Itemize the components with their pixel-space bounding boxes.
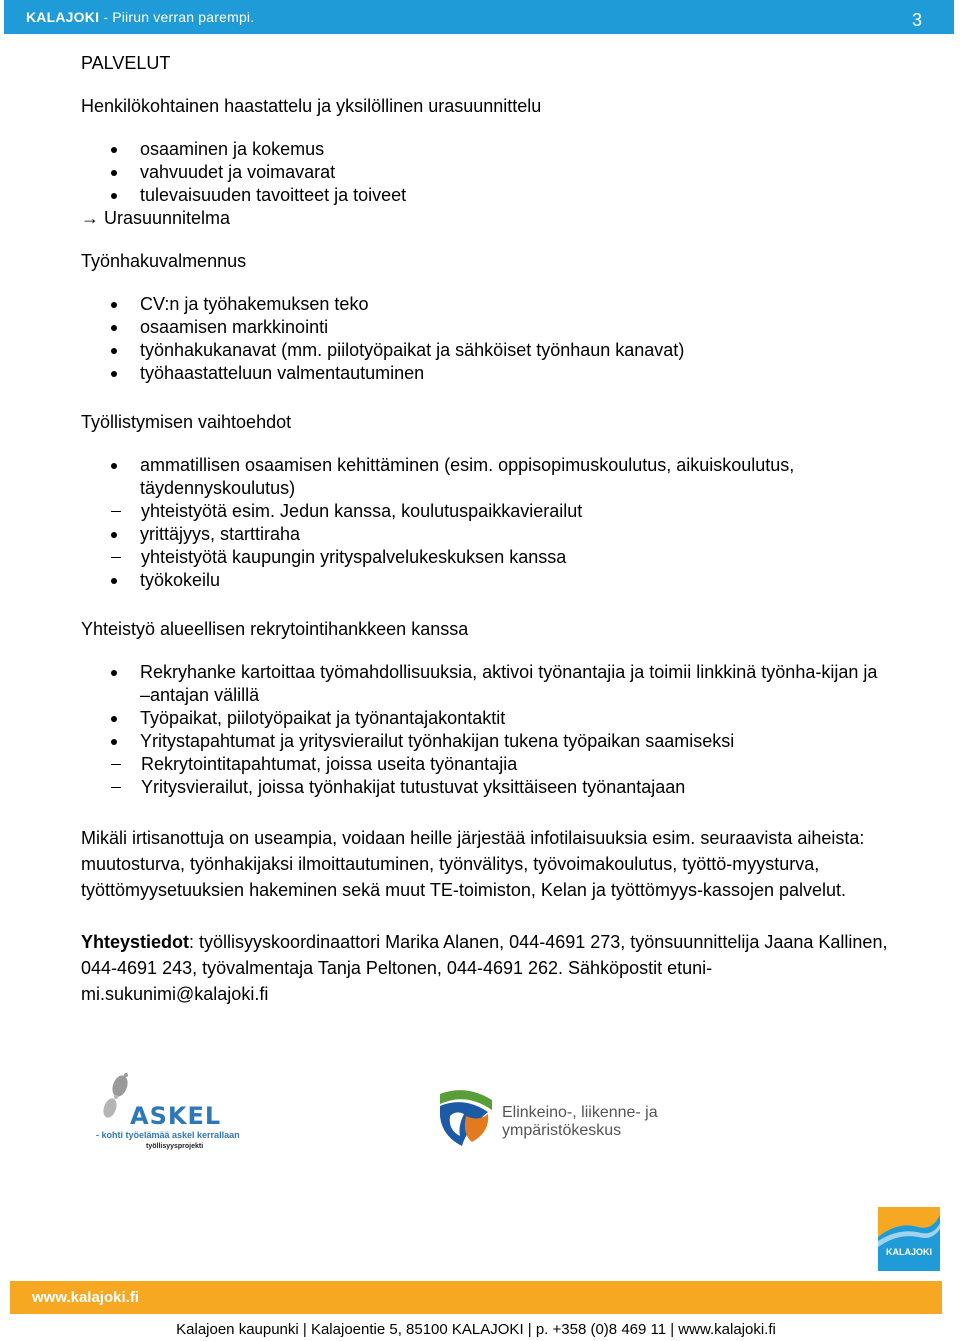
- sub-list: [81, 546, 891, 569]
- brand-name: KALAJOKI: [26, 9, 100, 25]
- list-item: [81, 661, 891, 707]
- dash-icon: [111, 557, 121, 558]
- list-item-text: osaaminen ja kokemus: [140, 139, 325, 159]
- kalajoki-wave-icon: [878, 1207, 940, 1271]
- section-heading-career: Henkilökohtainen haastattelu ja yksilöllinen urasuunnittelu: [81, 96, 542, 116]
- bullet-icon: [111, 302, 117, 308]
- page-number: 3: [911, 10, 922, 30]
- sub-list-item: [81, 753, 891, 776]
- sub-list-item: [81, 546, 891, 569]
- employment-options-list-cont: [81, 523, 891, 546]
- askel-subtitle: työllisyysprojekti: [146, 1143, 204, 1150]
- ely-line2: ympäristökeskus: [502, 1122, 622, 1139]
- list-item: [81, 707, 891, 730]
- list-item-text: työkokeilu: [140, 570, 221, 590]
- dash-icon: [111, 787, 121, 788]
- sub-list-item-text: yhteistyötä kaupungin yrityspalvelukeskuksen kanssa: [141, 547, 567, 567]
- list-item-text: osaamisen markkinointi: [140, 317, 329, 337]
- list-item-text: Yritystapahtumat ja yritysvierailut työnhakijan tukena työpaikan saamiseksi: [140, 731, 735, 751]
- contacts-label: Yhteystiedot: [81, 932, 190, 952]
- list-item: [81, 454, 891, 500]
- employment-options-list: [81, 454, 891, 500]
- list-item: [81, 138, 891, 161]
- kalajoki-badge-text: KALAJOKI: [885, 1247, 932, 1257]
- askel-tagline: - kohti työelämää askel kerrallaan: [96, 1130, 240, 1140]
- sub-list-item-text: Yritysvierailut, joissa työnhakijat tutustuvat yksittäiseen työnantajaan: [141, 777, 686, 797]
- bullet-icon: [111, 147, 117, 153]
- bullet-icon: [111, 170, 117, 176]
- list-item-text: työhaastatteluun valmentautuminen: [140, 363, 425, 383]
- career-list: [81, 138, 891, 207]
- list-item-text: työnhakukanavat (mm. piilotyöpaikat ja sähköiset työnhaun kanavat): [140, 340, 685, 360]
- header-brand: [26, 9, 254, 25]
- career-plan-line: → Urasuunnitelma: [81, 208, 231, 228]
- bullet-icon: [111, 371, 117, 377]
- list-item-text: CV:n ja työhakemuksen teko: [140, 294, 369, 314]
- bullet-icon: [111, 325, 117, 331]
- list-item: [81, 184, 891, 207]
- recruitment-list: [81, 661, 891, 753]
- bullet-icon: [111, 578, 117, 584]
- sub-list-item-text: Rekrytointitapahtumat, joissa useita työnantajia: [141, 754, 518, 774]
- sub-list-item-text: yhteistyötä esim. Jedun kanssa, koulutuspaikkavierailut: [141, 501, 583, 521]
- ely-centre-logo: [436, 1086, 676, 1148]
- footer-url[interactable]: www.kalajoki.fi: [32, 1289, 139, 1306]
- list-item-text: Rekryhanke kartoittaa työmahdollisuuksia, aktivoi työnantajia ja toimii linkkinä työnha-kijan ja –antajan välillä: [140, 662, 878, 705]
- list-item: [81, 316, 891, 339]
- list-item: [81, 730, 891, 753]
- bullet-icon: [111, 532, 117, 538]
- contacts-text: : työllisyyskoordinaattori Marika Alanen, 044-4691 273, työnsuunnittelija Jaana Kallinen, 044-4691 243, työvalmentaja Tanja Peltonen, 044-4691 262. Sähköpostit etuni-mi.sukunimi@kalajoki.fi: [81, 932, 888, 1004]
- section-heading-recruitment: Yhteistyö alueellisen rekrytointihankkeen kanssa: [81, 619, 469, 639]
- bullet-icon: [111, 193, 117, 199]
- ely-line1: Elinkeino-, liikenne- ja: [502, 1104, 658, 1121]
- list-item-text: vahvuudet ja voimavarat: [140, 162, 336, 182]
- list-item: [81, 161, 891, 184]
- info-paragraph: Mikäli irtisanottuja on useampia, voidaan heille järjestää infotilaisuuksia esim. seuraavista aiheista: muutosturva, työnhakijaksi ilmoittautuminen, työnvälitys, työvoimakoulutus, työttö-myysturva, työttömyysetuuksien hakeminen sekä muut TE-toimiston, Kelan ja työttömyys-kassojen palvelut.: [81, 828, 865, 900]
- list-item: [81, 339, 891, 362]
- list-item: [81, 362, 891, 385]
- sub-list: [81, 753, 891, 799]
- list-item: [81, 293, 891, 316]
- bullet-icon: [111, 463, 117, 469]
- jobsearch-list: [81, 293, 891, 385]
- bullet-icon: [111, 716, 117, 722]
- sub-list: [81, 500, 891, 523]
- ely-emblem-icon: [436, 1086, 496, 1148]
- list-item: [81, 569, 891, 592]
- bullet-icon: [111, 670, 117, 676]
- askel-logo: [96, 1072, 266, 1156]
- sub-list-item: [81, 776, 891, 799]
- document-body: [81, 52, 891, 1007]
- employment-options-list-end: [81, 569, 891, 592]
- header-bar: [4, 0, 954, 34]
- contacts-paragraph: [81, 929, 891, 1007]
- list-item-text: yrittäjyys, starttiraha: [140, 524, 301, 544]
- brand-slogan: - Piirun verran parempi.: [99, 9, 255, 25]
- dash-icon: [111, 764, 121, 765]
- askel-name: ASKEL: [130, 1102, 222, 1130]
- bullet-icon: [111, 739, 117, 745]
- section-heading-jobsearch: Työnhakuvalmennus: [81, 251, 247, 271]
- dash-icon: [111, 511, 121, 512]
- section-heading-employment-options: Työllistymisen vaihtoehdot: [81, 412, 292, 432]
- footer-address: Kalajoen kaupunki | Kalajoentie 5, 85100 KALAJOKI | p. +358 (0)8 469 11 | www.kalajoki.fi: [176, 1321, 776, 1338]
- list-item-text: ammatillisen osaamisen kehittäminen (esim. oppisopimuskoulutus, aikuiskoulutus, täydennyskoulutus): [140, 455, 795, 498]
- footer-bar: [10, 1281, 942, 1314]
- bullet-icon: [111, 348, 117, 354]
- sub-list-item: [81, 500, 891, 523]
- list-item-text: Työpaikat, piilotyöpaikat ja työnantajakontaktit: [140, 708, 506, 728]
- list-item: [81, 523, 891, 546]
- kalajoki-badge-logo: [878, 1207, 940, 1271]
- page-title: PALVELUT: [81, 53, 171, 73]
- list-item-text: tulevaisuuden tavoitteet ja toiveet: [140, 185, 407, 205]
